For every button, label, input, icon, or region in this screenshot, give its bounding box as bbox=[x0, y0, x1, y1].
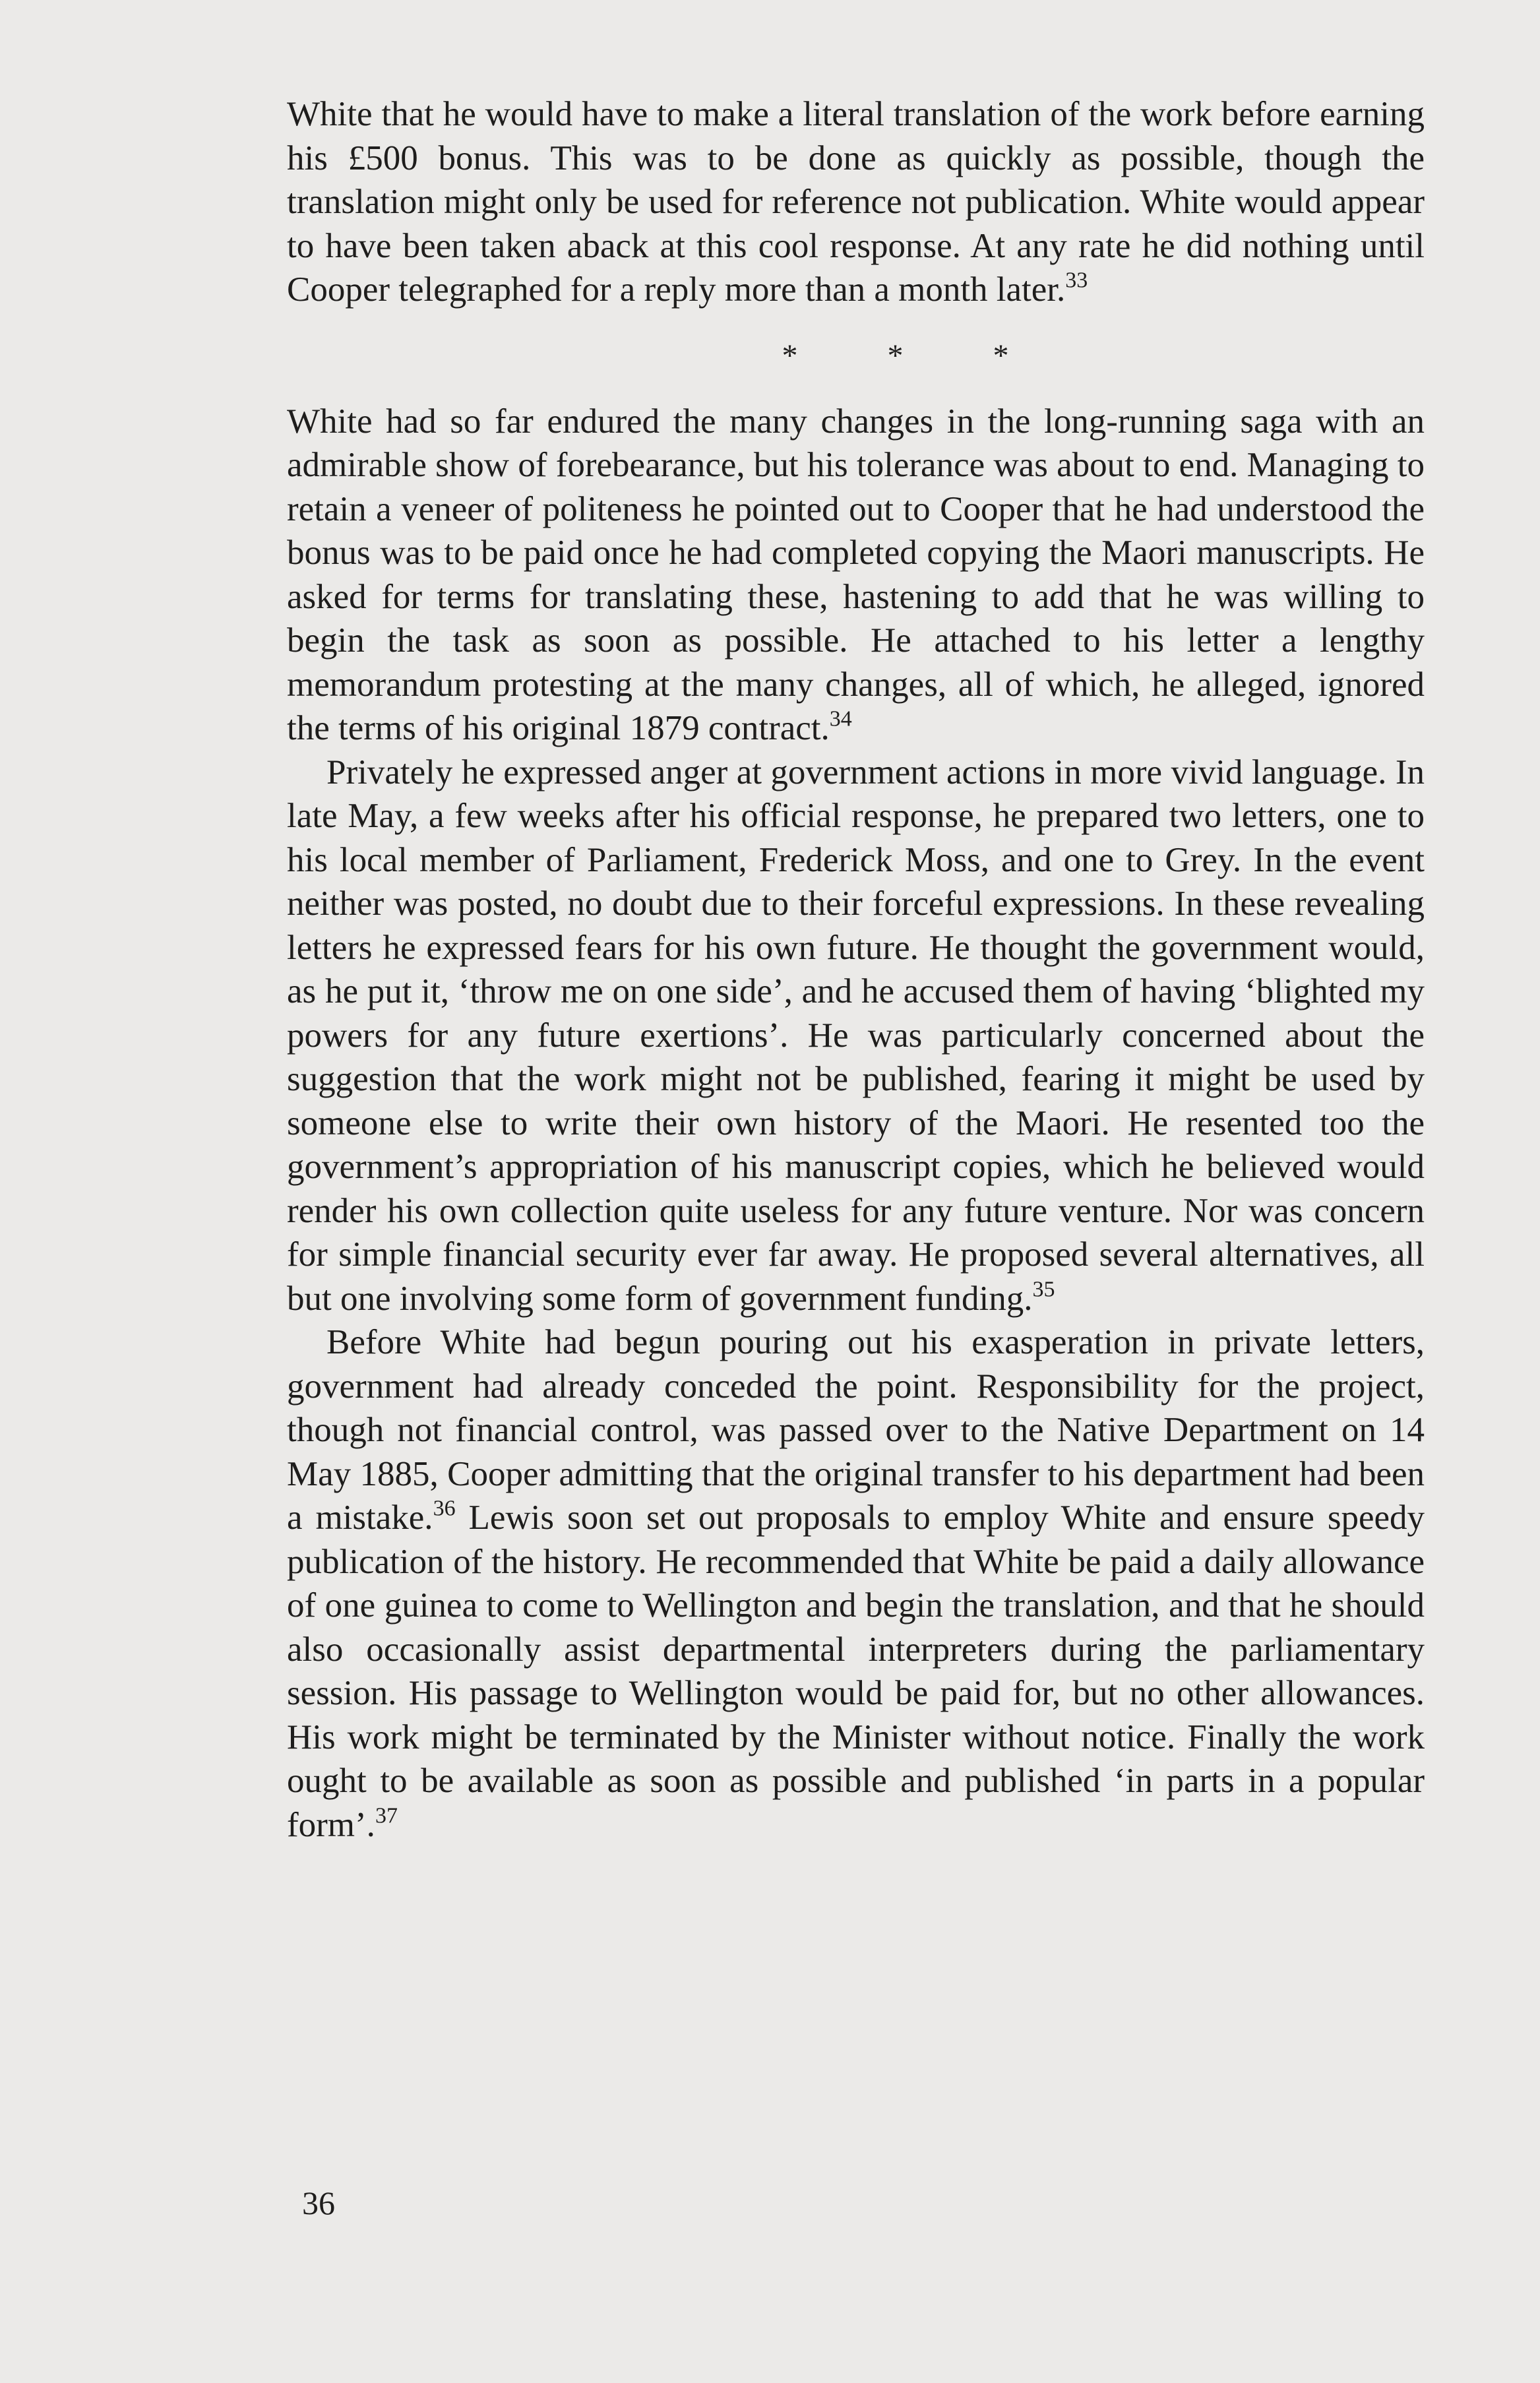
asterisk: * bbox=[993, 338, 1009, 373]
paragraph-text: White that he would have to make a literal translation of the work before earning his £500 bonus. This was to be done as quickly as possible, though the translation might only be used for reference not publication. White would appear to have been taken aback at this cool response. At any rate he did nothing until Cooper telegraphed for a reply more than a month later. bbox=[287, 95, 1425, 309]
asterisk: * bbox=[887, 338, 904, 373]
page-number: 36 bbox=[302, 2184, 335, 2221]
footnote-marker: 36 bbox=[433, 1496, 456, 1521]
paragraph-text: White had so far endured the many changes in the long-running saga with an admirable show of forebearance, but his tolerance was about to end. Managing to retain a veneer of politeness he pointed out to Cooper that he had understood the bonus was to be paid once he had completed copying the Maori manuscripts. He asked for terms for translating these, hastening to add that he was willing to begin the task as soon as possible. He attached to his letter a lengthy memorandum protesting at the many changes, all of which, he alleged, ignored the terms of his original 1879 contract. bbox=[287, 402, 1425, 747]
footnote-marker: 37 bbox=[375, 1803, 398, 1828]
body-text bbox=[287, 92, 1425, 1847]
paragraph-4 bbox=[287, 1320, 1425, 1847]
footnote-marker: 35 bbox=[1032, 1277, 1055, 1302]
section-break bbox=[287, 312, 1425, 400]
paragraph-text: Lewis soon set out proposals to employ White and ensure speedy publication of the history. He recommended that White be paid a daily allowance of one guinea to come to Wellington and begin the translation, and that he should also occasionally assist departmental interpreters during the parliamentary session. His passage to Wellington would be paid for, but no other allowances. His work might be terminated by the Minister without notice. Finally the work ought to be available as soon as possible and published ‘in parts in a popular form’. bbox=[287, 1499, 1425, 1844]
paragraph-text: Privately he expressed anger at government actions in more vivid language. In late May, a few weeks after his official response, he prepared two letters, one to his local member of Parliament, Frederick Moss, and one to Grey. In the event neither was posted, no doubt due to their forceful expressions. In these revealing letters he expressed fears for his own future. He thought the government would, as he put it, ‘throw me on one side’, and he accused them of having ‘blighted my powers for any future exertions’. He was particularly concerned about the suggestion that the work might not be published, fearing it might be used by someone else to write their own history of the Maori. He resented too the government’s appropriation of his manuscript copies, which he believed would render his own collection quite useless for any future venture. Nor was concern for simple financial security ever far away. He proposed several alternatives, all but one involving some form of government funding. bbox=[287, 753, 1425, 1318]
paragraph-text: Before White had begun pouring out his exasperation in private letters, government had already conceded the point. Responsibility for the project, though not financial control, was passed over to the Native Department on 14 May 1885, Cooper admitting that the original transfer to his department had been a mistake. bbox=[287, 1323, 1425, 1537]
asterisk: * bbox=[782, 338, 798, 373]
paragraph-3 bbox=[287, 751, 1425, 1321]
paragraph-1 bbox=[287, 92, 1425, 312]
footnote-marker: 33 bbox=[1065, 268, 1088, 293]
paragraph-2 bbox=[287, 400, 1425, 751]
footnote-marker: 34 bbox=[829, 706, 852, 731]
